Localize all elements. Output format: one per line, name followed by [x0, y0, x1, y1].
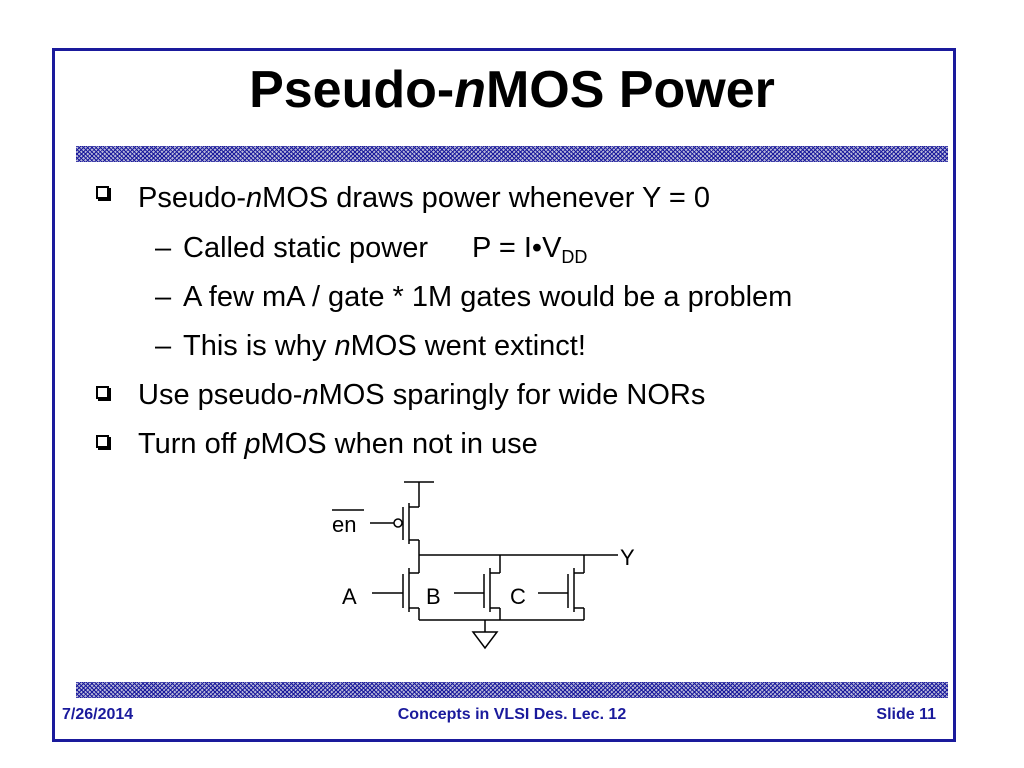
title-divider	[76, 146, 948, 162]
sub-bullet-2: – A few mA / gate * 1M gates would be a problem	[155, 281, 793, 313]
nmos-b-transistor	[454, 555, 500, 620]
y-label: Y	[620, 545, 635, 570]
c-label: C	[510, 584, 526, 609]
checkbox-bullet-icon	[96, 435, 109, 448]
footer-slide-number: Slide 11	[876, 706, 936, 723]
bullet-3: Turn off pMOS when not in use	[138, 428, 538, 460]
nmos-c-transistor	[538, 555, 584, 620]
nmos-a-transistor	[372, 555, 419, 620]
pseudo-nmos-nor-schematic	[320, 470, 650, 660]
footer-divider	[76, 682, 948, 698]
sub-bullet-3: – This is why nMOS went extinct!	[155, 330, 586, 362]
b-label: B	[426, 584, 441, 609]
checkbox-bullet-icon	[96, 186, 109, 199]
a-label: A	[342, 584, 357, 609]
footer-course: Concepts in VLSI Des. Lec. 12	[397, 706, 627, 723]
checkbox-bullet-icon	[96, 386, 109, 399]
slide-title: Pseudo-nMOS Power	[249, 61, 775, 119]
bullet-2: Use pseudo-nMOS sparingly for wide NORs	[138, 379, 706, 411]
power-equation: $P = I•V_{DD}$	[472, 232, 588, 267]
pmos-load-transistor	[370, 482, 434, 555]
bullet-1: Pseudo-nMOS draws power whenever Y = 0	[138, 182, 710, 214]
en-label: en	[332, 512, 357, 537]
ground-icon	[473, 632, 497, 648]
sub-bullet-1: – Called static power $P = I•V_{DD}$	[155, 232, 588, 267]
footer-date: 7/26/2014	[62, 706, 134, 723]
